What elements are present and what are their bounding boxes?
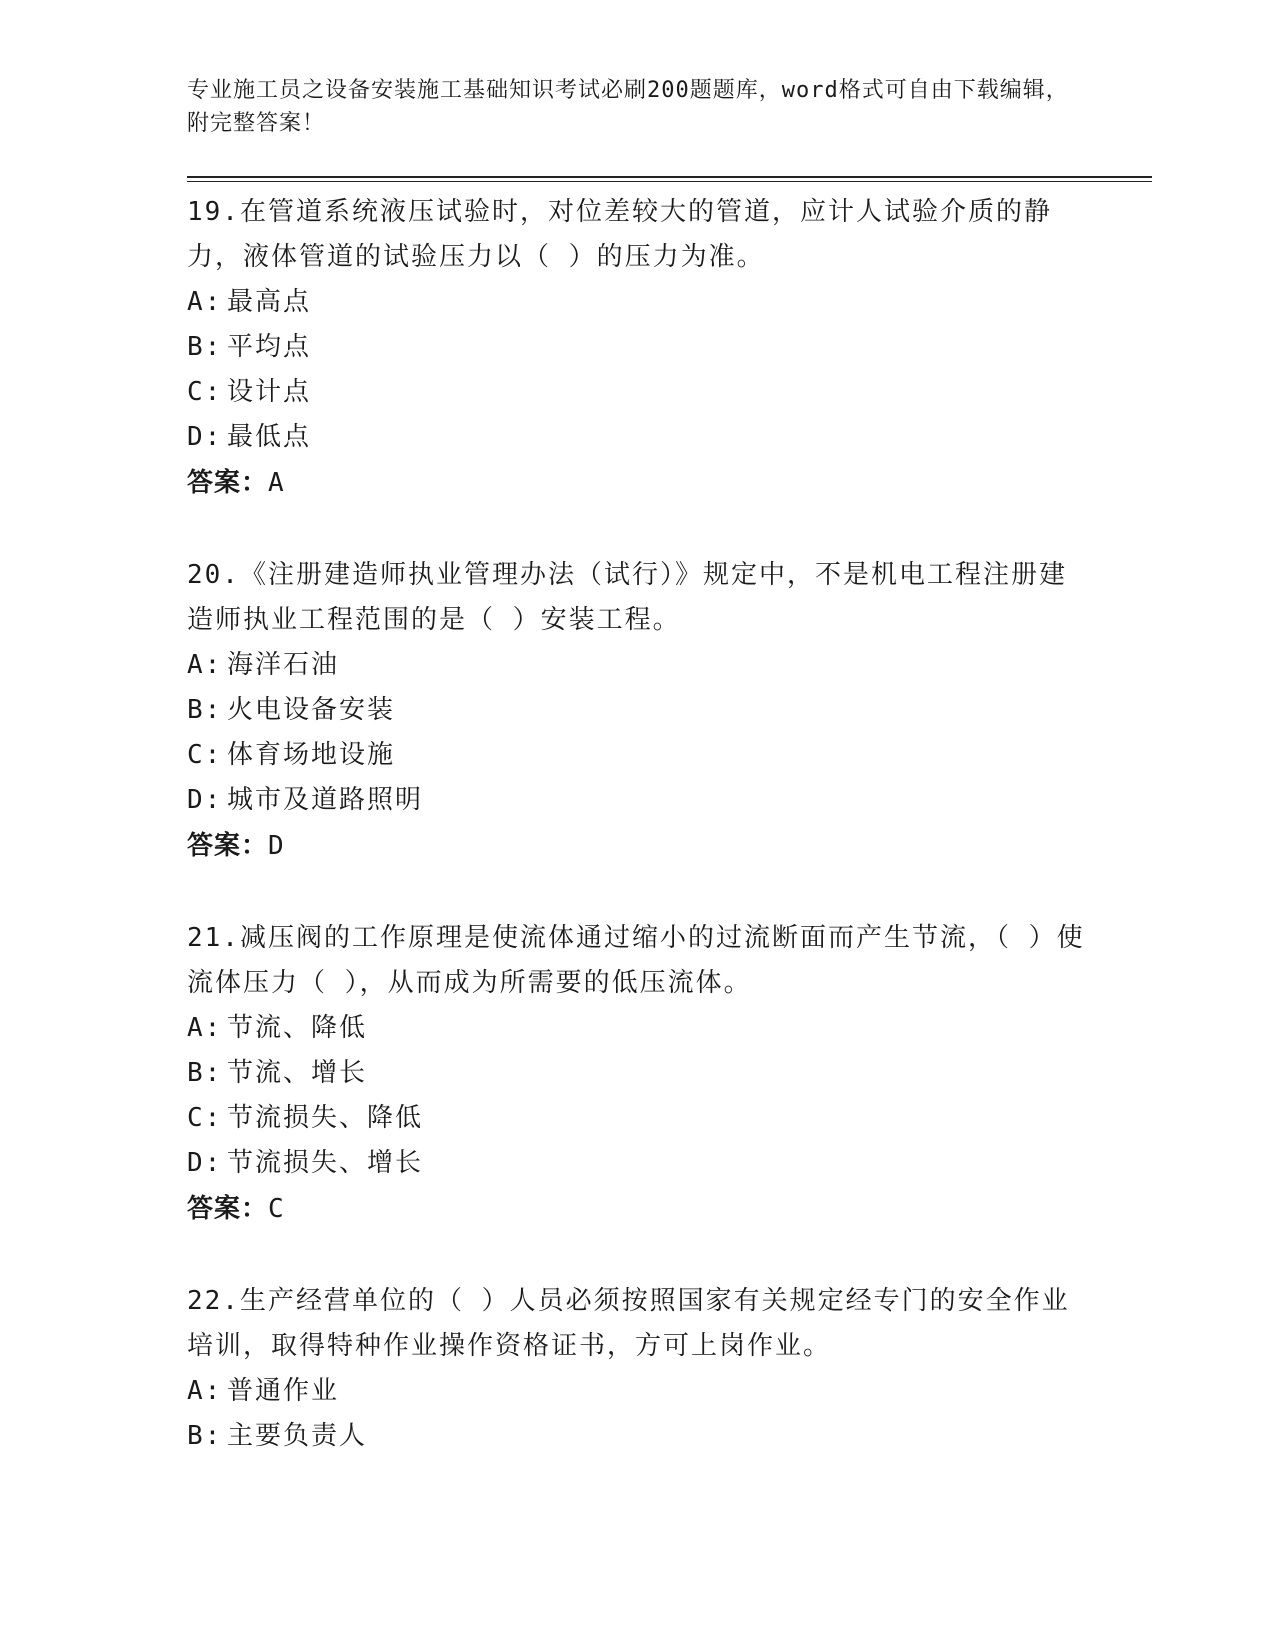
question-item <box>187 553 1147 869</box>
question-number: 22. <box>187 1286 240 1316</box>
option-key: B: <box>187 332 223 362</box>
answer-option <box>187 1051 1147 1096</box>
question-number: 19. <box>187 197 240 227</box>
option-key: B: <box>187 1421 223 1451</box>
option-key: A: <box>187 1013 223 1043</box>
question-item <box>187 916 1147 1232</box>
answer-value: D <box>268 831 285 861</box>
option-text: 火电设备安装 <box>227 695 396 725</box>
answer-value: A <box>268 468 285 498</box>
question-list <box>187 190 1147 1506</box>
option-text: 主要负责人 <box>227 1421 368 1451</box>
question-body: 生产经营单位的（ ）人员必须按照国家有关规定经专门的安全作业培训，取得特种作业操作资格证书，方可上岗作业。 <box>187 1286 1070 1361</box>
question-text <box>187 553 1087 643</box>
answer-line <box>187 460 1147 506</box>
answer-option <box>187 1096 1147 1141</box>
answer-option <box>187 1006 1147 1051</box>
answer-option <box>187 325 1147 370</box>
question-item <box>187 1279 1147 1459</box>
option-text: 海洋石油 <box>227 650 340 680</box>
question-body: 减压阀的工作原理是使流体通过缩小的过流断面而产生节流，（ ）使流体压力（ ），从而成为所需要的低压流体。 <box>187 923 1085 998</box>
option-key: A: <box>187 1376 223 1406</box>
option-key: C: <box>187 1103 223 1133</box>
answer-option <box>187 688 1147 733</box>
option-key: B: <box>187 695 223 725</box>
option-text: 设计点 <box>227 377 312 407</box>
question-number: 20. <box>187 560 240 590</box>
answer-line <box>187 1186 1147 1232</box>
question-item <box>187 190 1147 506</box>
option-text: 最低点 <box>227 422 312 452</box>
header-divider <box>187 176 1152 178</box>
document-header: 专业施工员之设备安装施工基础知识考试必刷200题题库，word格式可自由下载编辑，附完整答案！ <box>187 78 1069 136</box>
option-text: 节流损失、降低 <box>227 1103 424 1133</box>
answer-option <box>187 643 1147 688</box>
answer-value: C <box>268 1194 285 1224</box>
answer-line <box>187 823 1147 869</box>
option-text: 城市及道路照明 <box>227 785 424 815</box>
question-text <box>187 190 1087 280</box>
question-number: 21. <box>187 923 240 953</box>
answer-option <box>187 1141 1147 1186</box>
answer-option <box>187 1414 1147 1459</box>
answer-option <box>187 415 1147 460</box>
option-key: B: <box>187 1058 223 1088</box>
option-text: 节流、增长 <box>227 1058 368 1088</box>
header-divider-thin <box>187 181 1152 182</box>
option-key: C: <box>187 377 223 407</box>
option-key: D: <box>187 422 223 452</box>
question-body: 在管道系统液压试验时，对位差较大的管道，应计人试验介质的静力，液体管道的试验压力以（ ）的压力为准。 <box>187 197 1052 272</box>
document-page <box>187 0 1157 1650</box>
option-text: 普通作业 <box>227 1376 340 1406</box>
answer-option <box>187 1369 1147 1414</box>
answer-label: 答案： <box>187 1194 269 1224</box>
question-text <box>187 1279 1087 1369</box>
question-text <box>187 916 1087 1006</box>
answer-option <box>187 778 1147 823</box>
question-body: 《注册建造师执业管理办法（试行）》规定中，不是机电工程注册建造师执业工程范围的是（ ）安装工程。 <box>187 560 1067 635</box>
option-key: D: <box>187 785 223 815</box>
option-text: 节流、降低 <box>227 1013 368 1043</box>
option-text: 节流损失、增长 <box>227 1148 424 1178</box>
option-key: A: <box>187 650 223 680</box>
answer-option <box>187 733 1147 778</box>
option-key: C: <box>187 740 223 770</box>
option-key: A: <box>187 287 223 317</box>
option-text: 体育场地设施 <box>227 740 396 770</box>
option-text: 最高点 <box>227 287 312 317</box>
answer-label: 答案： <box>187 831 269 861</box>
answer-option <box>187 280 1147 325</box>
option-text: 平均点 <box>227 332 312 362</box>
option-key: D: <box>187 1148 223 1178</box>
answer-option <box>187 370 1147 415</box>
answer-label: 答案： <box>187 468 269 498</box>
